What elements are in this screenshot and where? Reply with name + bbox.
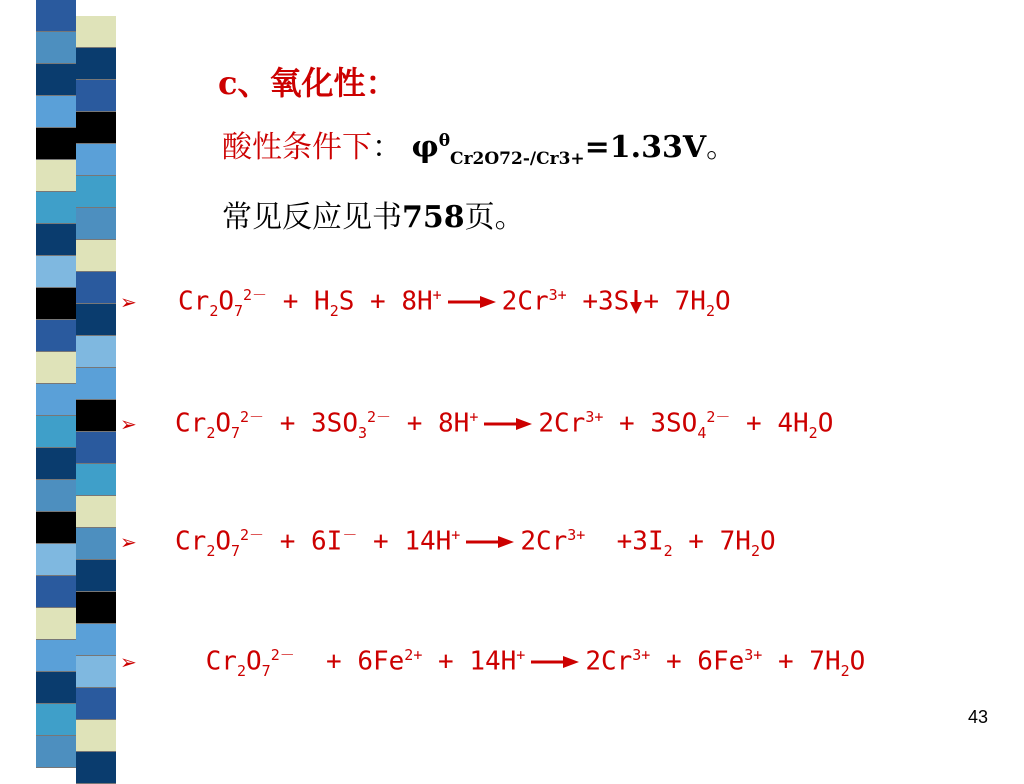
superscript: + bbox=[516, 646, 526, 665]
stripe-cell bbox=[76, 112, 116, 144]
equation-term: O bbox=[215, 526, 231, 557]
colon: ： bbox=[372, 130, 402, 165]
subscript: 2 bbox=[663, 541, 673, 560]
couple-sub: Cr2O72-/Cr3+ bbox=[450, 149, 585, 169]
equation-term: 2Cr bbox=[501, 286, 549, 317]
arrow-bullet-icon: ➢ bbox=[120, 412, 137, 436]
stripe-cell bbox=[76, 496, 116, 528]
superscript: 3+ bbox=[585, 408, 604, 427]
stripe-cell bbox=[76, 16, 116, 48]
stripe-cell bbox=[36, 480, 76, 512]
stripe-cell bbox=[36, 416, 76, 448]
equation-term: +3I bbox=[585, 526, 664, 557]
superscript: 3+ bbox=[567, 526, 586, 545]
stripe-cell bbox=[76, 752, 116, 784]
stripe-cell bbox=[36, 736, 76, 768]
superscript: 3+ bbox=[548, 286, 567, 305]
stripe-cell bbox=[36, 320, 76, 352]
stripe-cell bbox=[76, 144, 116, 176]
subscript: 7 bbox=[231, 541, 241, 560]
stripe-cell bbox=[36, 96, 76, 128]
potential-value: =1.33V bbox=[584, 130, 707, 165]
stripe-cell bbox=[76, 240, 116, 272]
stripe-cell bbox=[36, 608, 76, 640]
period: 。 bbox=[706, 130, 737, 165]
subscript: 2 bbox=[206, 541, 216, 560]
reference-before: 常见反应见书 bbox=[222, 200, 402, 235]
equation-term: + H bbox=[267, 286, 330, 317]
equation-term: + 7H bbox=[672, 526, 751, 557]
stripe-cell bbox=[76, 48, 116, 80]
equation-text bbox=[175, 406, 833, 442]
phi-symbol: φ bbox=[411, 130, 439, 165]
stripe-cell bbox=[36, 0, 76, 32]
superscript: + bbox=[451, 526, 461, 545]
equation-term: + 6I bbox=[264, 526, 343, 557]
equation-term: + 3SO bbox=[264, 408, 358, 439]
equation-term: 2Cr bbox=[585, 646, 633, 677]
equation-term: O bbox=[759, 526, 776, 557]
stripe-cell bbox=[76, 368, 116, 400]
stripe-cell bbox=[36, 32, 76, 64]
stripe-cell bbox=[36, 448, 76, 480]
stripe-cell bbox=[76, 208, 116, 240]
equation-term: + 14H bbox=[422, 646, 517, 677]
equation-term: Cr bbox=[175, 526, 207, 557]
stripe-cell bbox=[36, 128, 76, 160]
subscript: 2 bbox=[206, 423, 216, 442]
equation-text bbox=[178, 284, 731, 320]
theta-sup: θ bbox=[438, 131, 451, 151]
heading: c、氧化性： bbox=[218, 64, 398, 102]
oxidation-potential-line bbox=[222, 122, 736, 169]
superscript: 2－ bbox=[240, 408, 265, 427]
stripe-cell bbox=[36, 224, 76, 256]
equation-term: Cr bbox=[175, 408, 207, 439]
equation-term: 2Cr bbox=[538, 408, 586, 439]
superscript: 2－ bbox=[706, 408, 731, 427]
stripe-cell bbox=[76, 688, 116, 720]
superscript: 2－ bbox=[243, 286, 268, 305]
page-number: 43 bbox=[967, 707, 988, 727]
superscript: 3+ bbox=[632, 646, 651, 665]
equation-term: + 3SO bbox=[603, 408, 698, 439]
reference-line bbox=[222, 192, 525, 236]
stripe-cell bbox=[76, 80, 116, 112]
stripe-cell bbox=[76, 272, 116, 304]
reference-after: 页。 bbox=[464, 200, 525, 235]
equation-row bbox=[120, 404, 833, 444]
right-arrow-icon bbox=[448, 295, 496, 309]
equation-term: 2Cr bbox=[520, 526, 568, 557]
equation-term: + 7H bbox=[643, 286, 706, 317]
equation-term: O bbox=[714, 286, 731, 317]
stripe-cell bbox=[36, 544, 76, 576]
equation-term: Cr bbox=[178, 286, 210, 317]
stripe-cell bbox=[36, 640, 76, 672]
stripe-cell bbox=[76, 656, 116, 688]
stripe-cell bbox=[76, 432, 116, 464]
arrow-bullet-icon: ➢ bbox=[120, 530, 137, 554]
subscript: 2 bbox=[840, 661, 850, 680]
superscript: + bbox=[432, 286, 442, 305]
superscript: 2－ bbox=[270, 646, 295, 665]
equation-term: O bbox=[215, 408, 231, 439]
stripe-cell bbox=[76, 528, 116, 560]
stripe-cell bbox=[36, 192, 76, 224]
arrow-bullet-icon: ➢ bbox=[120, 650, 137, 674]
stripe-cell bbox=[36, 576, 76, 608]
right-arrow-icon bbox=[531, 655, 579, 669]
stripe-cell bbox=[36, 256, 76, 288]
subscript: 7 bbox=[231, 423, 241, 442]
subscript: 2 bbox=[209, 301, 219, 320]
stripe-cell bbox=[76, 592, 116, 624]
stripe-cell bbox=[76, 400, 116, 432]
stripe-cell bbox=[36, 384, 76, 416]
down-arrow-icon bbox=[629, 290, 643, 314]
stripe-cell bbox=[36, 64, 76, 96]
stripe-cell bbox=[36, 512, 76, 544]
stripe-cell bbox=[76, 464, 116, 496]
equation-term: + 4H bbox=[730, 408, 809, 439]
reference-page: 758 bbox=[402, 200, 465, 235]
equation-term: O bbox=[246, 646, 262, 677]
equation-term: O bbox=[817, 408, 834, 439]
equation-term: +3S bbox=[566, 286, 630, 317]
subscript: 2 bbox=[750, 541, 760, 560]
equation-term: Cr bbox=[190, 646, 237, 677]
equation-row bbox=[120, 522, 776, 562]
acid-condition-label: 酸性条件下 bbox=[222, 130, 372, 165]
equation-term: S + 8H bbox=[338, 286, 433, 317]
equation-term: O bbox=[218, 286, 234, 317]
subscript: 4 bbox=[697, 423, 707, 442]
equation-term: O bbox=[849, 646, 866, 677]
subscript: 2 bbox=[236, 661, 246, 680]
stripe-cell bbox=[76, 336, 116, 368]
decorative-stripe bbox=[36, 0, 116, 768]
equation-text bbox=[190, 644, 865, 680]
stripe-cell bbox=[76, 304, 116, 336]
equation-term: + 7H bbox=[762, 646, 841, 677]
subscript: 3 bbox=[357, 423, 368, 442]
equation-term: + 14H bbox=[357, 526, 452, 557]
equation-row bbox=[120, 642, 865, 682]
stripe-cell bbox=[76, 720, 116, 752]
subscript: 7 bbox=[234, 301, 244, 320]
equation-row bbox=[120, 282, 731, 322]
subscript: 2 bbox=[329, 301, 339, 320]
arrow-bullet-icon: ➢ bbox=[120, 290, 137, 314]
stripe-cell bbox=[36, 288, 76, 320]
superscript: 2+ bbox=[404, 646, 423, 665]
subscript: 7 bbox=[261, 661, 271, 680]
stripe-cell bbox=[76, 624, 116, 656]
equation-term: + 6Fe bbox=[294, 646, 405, 677]
right-arrow-icon bbox=[466, 535, 514, 549]
stripe-cell bbox=[76, 560, 116, 592]
stripe-cell bbox=[76, 176, 116, 208]
superscript: 2－ bbox=[367, 408, 392, 427]
superscript: 3+ bbox=[744, 646, 763, 665]
superscript: + bbox=[469, 408, 479, 427]
superscript: 2－ bbox=[240, 526, 265, 545]
superscript: － bbox=[342, 526, 358, 545]
subscript: 2 bbox=[808, 423, 818, 442]
right-arrow-icon bbox=[484, 417, 532, 431]
stripe-cell bbox=[36, 704, 76, 736]
stripe-cell bbox=[36, 160, 76, 192]
equation-text bbox=[175, 524, 776, 560]
stripe-cell bbox=[36, 672, 76, 704]
equation-term: + 8H bbox=[391, 408, 470, 439]
equation-term: + 6Fe bbox=[650, 646, 745, 677]
subscript: 2 bbox=[705, 301, 715, 320]
stripe-cell bbox=[36, 352, 76, 384]
